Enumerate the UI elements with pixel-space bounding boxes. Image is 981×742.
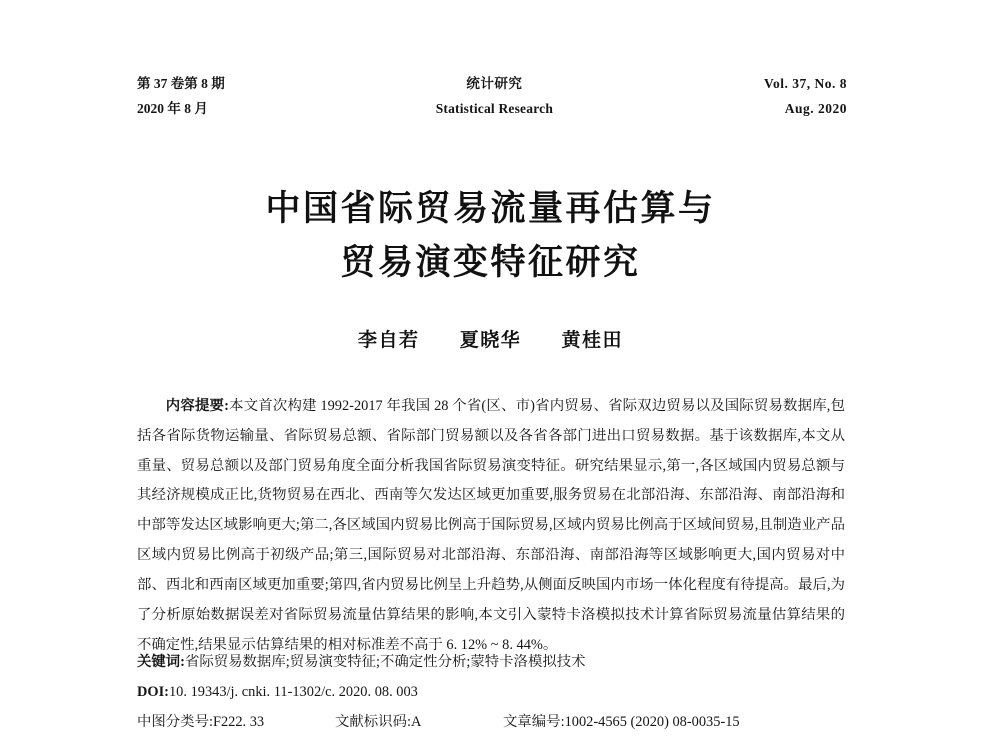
journal-name-en: Statistical Research [435, 100, 554, 116]
document-code-value: A [410, 714, 422, 730]
issue-date-line-en: Aug. 2020 [784, 100, 847, 116]
issue-date-line: 2020 年 8 月 [137, 100, 208, 116]
journal-name-cn: 统计研究 [466, 76, 523, 91]
clc-number [137, 710, 335, 731]
abstract [137, 392, 845, 660]
article-number [503, 710, 845, 731]
abstract-paragraph [137, 392, 845, 660]
abstract-label: 内容提要: [165, 398, 229, 414]
document-code [335, 710, 503, 731]
author-2: 夏晓华 [459, 330, 522, 351]
abstract-text: 本文首次构建 1992-2017 年我国 28 个省(区、市)省内贸易、省际双边贸易以及国际贸易数据库,包括各省际货物运输量、省际贸易总额、省际部门贸易额以及各省各部门进出口贸易数据。基于该数据库,本文从重量、贸易总额以及部门贸易角度全面分析我国省际贸易演变特征。研究结果显示,第一,各区域国内贸易总额与其经济规模成正比,货物贸易在西北、西南等欠发达区域更加重要,服务贸易在北部沿海、东部沿海、南部沿海和中部等发达区域影响更大;第二,各区域国内贸易比例高于国际贸易,区域内贸易比例高于区域间贸易,且制造业产品区域内贸易比例高于初级产品;第三,国际贸易对北部沿海、东部沿海、南部沿海等区域影响更大,国内贸易对中部、西北和西南区域更加重要;第四,省内贸易比例呈上升趋势,从侧面反映国内市场一体化程度有待提高。最后,为了分析原始数据误差对省际贸易流量估算结果的影响,本文引入蒙特卡洛模拟技术计算省际贸易流量估算结果的不确定性,结果显示估算结果的相对标准差不高于 6. 12% ~ 8. 44%。 [137, 398, 845, 653]
keywords-label: 关键词: [137, 654, 185, 670]
keywords-value: 省际贸易数据库;贸易演变特征;不确定性分析;蒙特卡洛模拟技术 [184, 654, 586, 670]
keywords-row [137, 648, 845, 678]
article-number-label: 文章编号: [503, 714, 565, 730]
journal-name [225, 72, 764, 122]
volume-issue-line-en: Vol. 37, No. 8 [763, 76, 847, 91]
author-1: 李自若 [357, 330, 420, 351]
page-title [0, 182, 981, 291]
clc-label: 中图分类号: [137, 714, 213, 730]
author-3: 黄桂田 [561, 330, 624, 351]
title-line-2: 贸易演变特征研究 [340, 243, 641, 283]
doi-value: 10. 19343/j. cnki. 11-1302/c. 2020. 08. 003 [168, 684, 418, 700]
masthead [137, 72, 847, 122]
clc-value: F222. 33 [212, 714, 265, 730]
author-list [0, 325, 981, 352]
document-code-label: 文献标识码: [335, 714, 411, 730]
article-number-value: 1002-4565 (2020) 08-0035-15 [564, 714, 740, 730]
article-metadata-row [137, 710, 845, 731]
title-line-1: 中国省际贸易流量再估算与 [265, 189, 716, 228]
doi-label: DOI: [137, 684, 169, 700]
doi-row [137, 678, 845, 708]
masthead-volume-issue-en [764, 72, 847, 122]
masthead-volume-issue [137, 72, 225, 122]
volume-issue-line: 第 37 卷第 8 期 [137, 76, 225, 91]
